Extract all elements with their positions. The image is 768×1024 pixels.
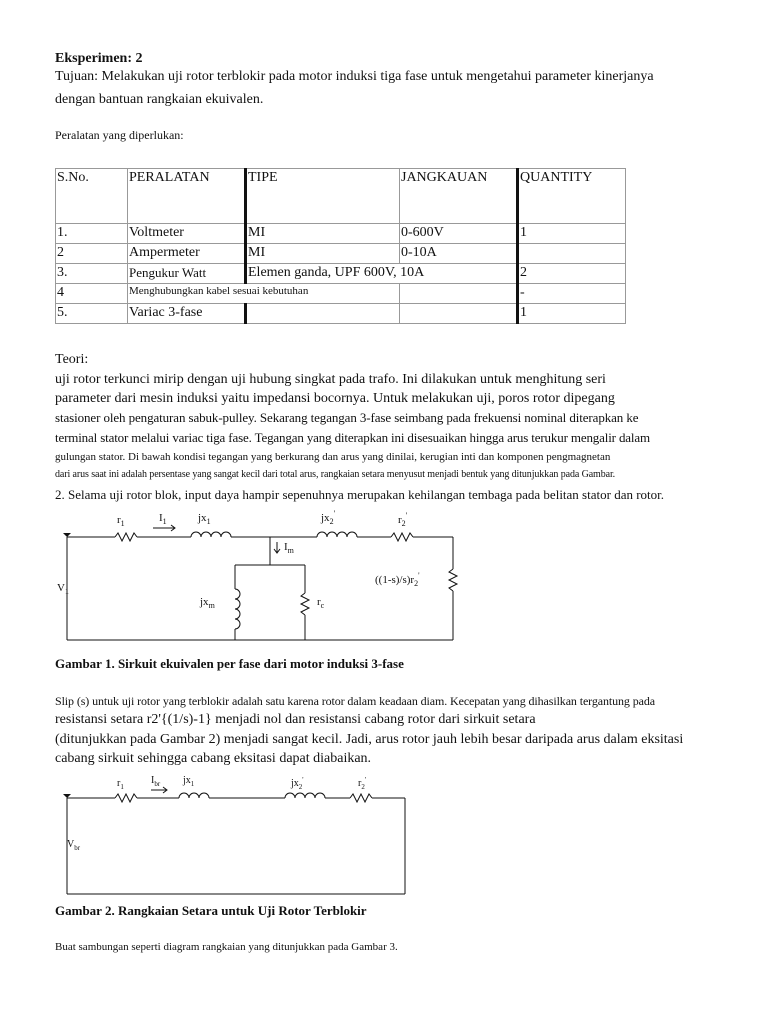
label-load: $((1-s)/s)r_2'$ (375, 571, 420, 588)
cell-quantity: 2 (518, 264, 626, 284)
footer-instruction: Buat sambungan seperti diagram rangkaian yang ditunjukkan pada Gambar 3. (55, 941, 398, 953)
header-quantity: QUANTITY (518, 169, 626, 224)
cell-sno: 2 (56, 244, 128, 264)
cell-quantity: 1 (518, 224, 626, 244)
cell-tipe-text: Elemen ganda, UPF 600V, 10A (248, 265, 425, 280)
header-peralatan: PERALATAN (128, 169, 246, 224)
theory-line: dari arus saat ini adalah persentase yang sangat kecil dari total arus, rangkaian setara menyusut menjadi bentuk yang ditunjukkan pada Gambar. (55, 469, 616, 480)
figure1-caption: Gambar 1. Sirkuit ekuivalen per fase dari motor induksi 3-fase (55, 656, 404, 671)
table-row (56, 284, 626, 304)
label-jxm: $jx_m$ (200, 596, 215, 610)
cell-peralatan: Variac 3-fase (128, 304, 246, 324)
slip-line: resistansi setara r2'{(1/s)-1} menjadi nol dan resistansi cabang rotor dari sirkuit setara (55, 712, 536, 727)
cell-sno: 5. (56, 304, 128, 324)
cell-jangkauan (400, 304, 518, 324)
header-sno: S.No. (56, 169, 128, 224)
label-jx2: $jx_2'$ (321, 509, 336, 526)
cell-sno: 4 (56, 284, 128, 304)
table-row (56, 244, 626, 264)
slip-line: cabang sirkuit sehingga cabang eksitasi dapat diabaikan. (55, 751, 372, 766)
label-vbr: $V_{br}$ (67, 839, 81, 852)
objective-line-1: Tujuan: Melakukan uji rotor terblokir pada motor induksi tiga fase untuk mengetahui parameter kinerjanya (55, 69, 654, 84)
cell-peralatan: Menghubungkan kabel sesuai kebutuhan (128, 284, 400, 304)
cell-peralatan: Ampermeter (128, 244, 246, 264)
label-r2: $r_2'$ (398, 511, 408, 528)
theory-line: gulungan stator. Di bawah kondisi tegangan yang berkurang dan arus yang dinilai, kerugian inti dan komponen pengmagnetan (55, 451, 611, 463)
objective-line-2: dengan bantuan rangkaian ekuivalen. (55, 92, 264, 107)
terminal-arrow-icon (63, 794, 71, 798)
label-i1: $I_1$ (159, 512, 167, 526)
theory-line: parameter dari mesin induksi yaitu impedansi bocornya. Untuk melakukan uji, poros rotor dipegang (55, 391, 615, 406)
cell-tipe (246, 304, 400, 324)
label-r1: $r_1$ (117, 514, 125, 528)
label-jx1: $jx_1$ (198, 512, 211, 526)
table-row (56, 304, 626, 324)
figure2-circuit (55, 770, 415, 900)
label-im: $I_m$ (284, 541, 294, 555)
cell-tipe: MI (246, 244, 400, 264)
cell-sno: 3. (56, 264, 128, 284)
figure2-caption: Gambar 2. Rangkaian Setara untuk Uji Rotor Terblokir (55, 903, 367, 918)
cell-quantity: - (518, 284, 626, 304)
table-row (56, 264, 626, 284)
theory-line: stasioner oleh pengaturan sabuk-pulley. Sekarang tegangan 3-fase seimbang pada frekuensi nominal diterapkan ke (55, 410, 639, 425)
label-jx1: $jx_1$ (183, 775, 195, 788)
label-jx2: $jx_2'$ (291, 776, 304, 791)
cell-quantity (518, 244, 626, 264)
cell-quantity: 1 (518, 304, 626, 324)
cell-jangkauan: 0-10A (400, 244, 518, 264)
label-ibr: $I_{br}$ (151, 775, 161, 788)
slip-line: (ditunjukkan pada Gambar 2) menjadi sangat kecil. Jadi, arus rotor jauh lebih besar daripada arus dalam eksitasi (55, 732, 684, 747)
header-jangkauan: JANGKAUAN (400, 169, 518, 224)
theory-line: 2. Selama uji rotor blok, input daya hampir sepenuhnya merupakan kehilangan tembaga pada belitan stator dan rotor. (55, 487, 665, 502)
label-r2: $r_2'$ (358, 776, 367, 791)
experiment-heading: Eksperimen: 2 (55, 51, 143, 66)
cell-peralatan: Voltmeter (128, 224, 246, 244)
table-header-row (56, 169, 626, 224)
theory-title: Teori: (55, 352, 89, 367)
terminal-arrow-icon (63, 533, 71, 537)
equipment-label: Peralatan yang diperlukan: (55, 128, 184, 142)
equipment-table (55, 168, 626, 324)
cell-tipe (246, 264, 518, 284)
cell-tipe: MI (246, 224, 400, 244)
cell-peralatan: Pengukur Watt (128, 264, 246, 284)
slip-line: Slip (s) untuk uji rotor yang terblokir adalah satu karena rotor dalam keadaan diam. Kecepatan yang dihasilkan tergantung pada (55, 694, 655, 708)
figure1-circuit (55, 505, 475, 655)
cell-sno: 1. (56, 224, 128, 244)
header-tipe: TIPE (246, 169, 400, 224)
label-rc: $r_c$ (317, 596, 325, 610)
theory-line: terminal stator melalui variac tiga fase. Tegangan yang diterapkan ini disesuaikan hingga arus terukur mengalir dalam (55, 430, 650, 445)
cell-jangkauan: 0-600V (400, 224, 518, 244)
label-r1: $r_1$ (117, 778, 124, 791)
label-v1: $V_1$ (57, 582, 69, 596)
cell-jangkauan (400, 284, 518, 304)
table-row (56, 224, 626, 244)
theory-line: uji rotor terkunci mirip dengan uji hubung singkat pada trafo. Ini dilakukan untuk menghitung seri (55, 372, 606, 387)
